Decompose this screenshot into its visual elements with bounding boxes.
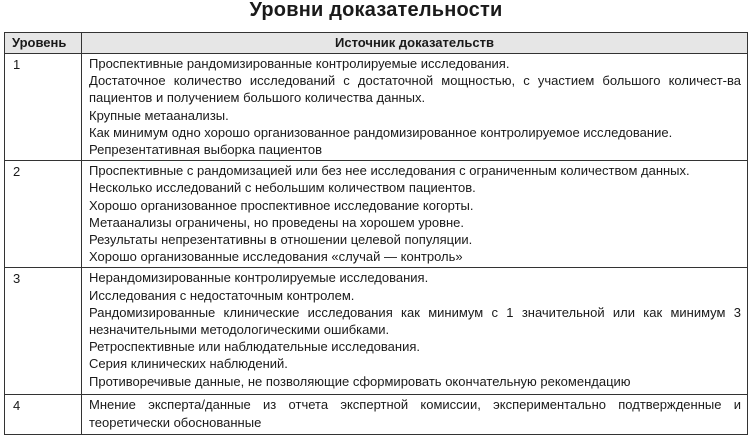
header-level: Уровень: [5, 33, 82, 54]
level-cell: 3: [5, 268, 82, 395]
source-line: Мнение эксперта/данные из отчета экспертной комиссии, экспериментально подтвержденные и теоретически обоснованные: [89, 397, 741, 430]
table-header-row: [5, 33, 748, 54]
source-line: Ретроспективные или наблюдательные исследования.: [89, 339, 420, 355]
level-cell: 4: [5, 395, 82, 435]
page-title: Уровни доказательности: [249, 0, 503, 21]
evidence-levels-table: [4, 32, 748, 435]
table-row: [5, 54, 748, 161]
source-line: Противоречивые данные, не позволяющие сформировать окончательную рекомендацию: [89, 373, 631, 389]
table-row: [5, 395, 748, 435]
source-line: Репрезентативная выборка пациентов: [89, 142, 323, 158]
source-line: Метаанализы ограничены, но проведены на хорошем уровне.: [89, 214, 465, 230]
header-source: Источник доказательств: [82, 33, 748, 54]
source-line: Рандомизированные клинические исследования как минимум с 1 значительной или как минимум 3 незначительными методологическими ошибками.: [89, 304, 741, 338]
source-cell: [82, 161, 748, 268]
source-line: Как минимум одно хорошо организованное рандомизированное контролируемое исследование.: [89, 124, 673, 140]
table-row: [5, 268, 748, 395]
source-line: Результаты непрезентативны в отношении целевой популяции.: [89, 232, 473, 248]
source-line: Хорошо организованное проспективное исследование когорты.: [89, 197, 474, 213]
source-line: Крупные метаанализы.: [89, 107, 229, 123]
source-line: Проспективные с рандомизацией или без нее исследования с ограниченным количеством данных.: [89, 163, 690, 179]
level-cell: 2: [5, 161, 82, 268]
source-line: Серия клинических наблюдений.: [89, 356, 288, 372]
source-line: Несколько исследований с небольшим количеством пациентов.: [89, 180, 476, 196]
source-cell: [82, 395, 748, 435]
source-line: Нерандомизированные контролируемые исследования.: [89, 270, 429, 286]
source-line: Хорошо организованные исследования «случай — контроль»: [89, 249, 463, 265]
table-row: [5, 161, 748, 268]
source-line: Исследования с недостаточным контролем.: [89, 287, 355, 303]
source-line: Проспективные рандомизированные контролируемые исследования.: [89, 56, 510, 71]
source-cell: [82, 54, 748, 161]
source-cell: [82, 268, 748, 395]
level-cell: 1: [5, 54, 82, 161]
source-line: Достаточное количество исследований с достаточной мощностью, с участием большого количест-ва пациентов и получением большого количества данных.: [89, 73, 741, 106]
